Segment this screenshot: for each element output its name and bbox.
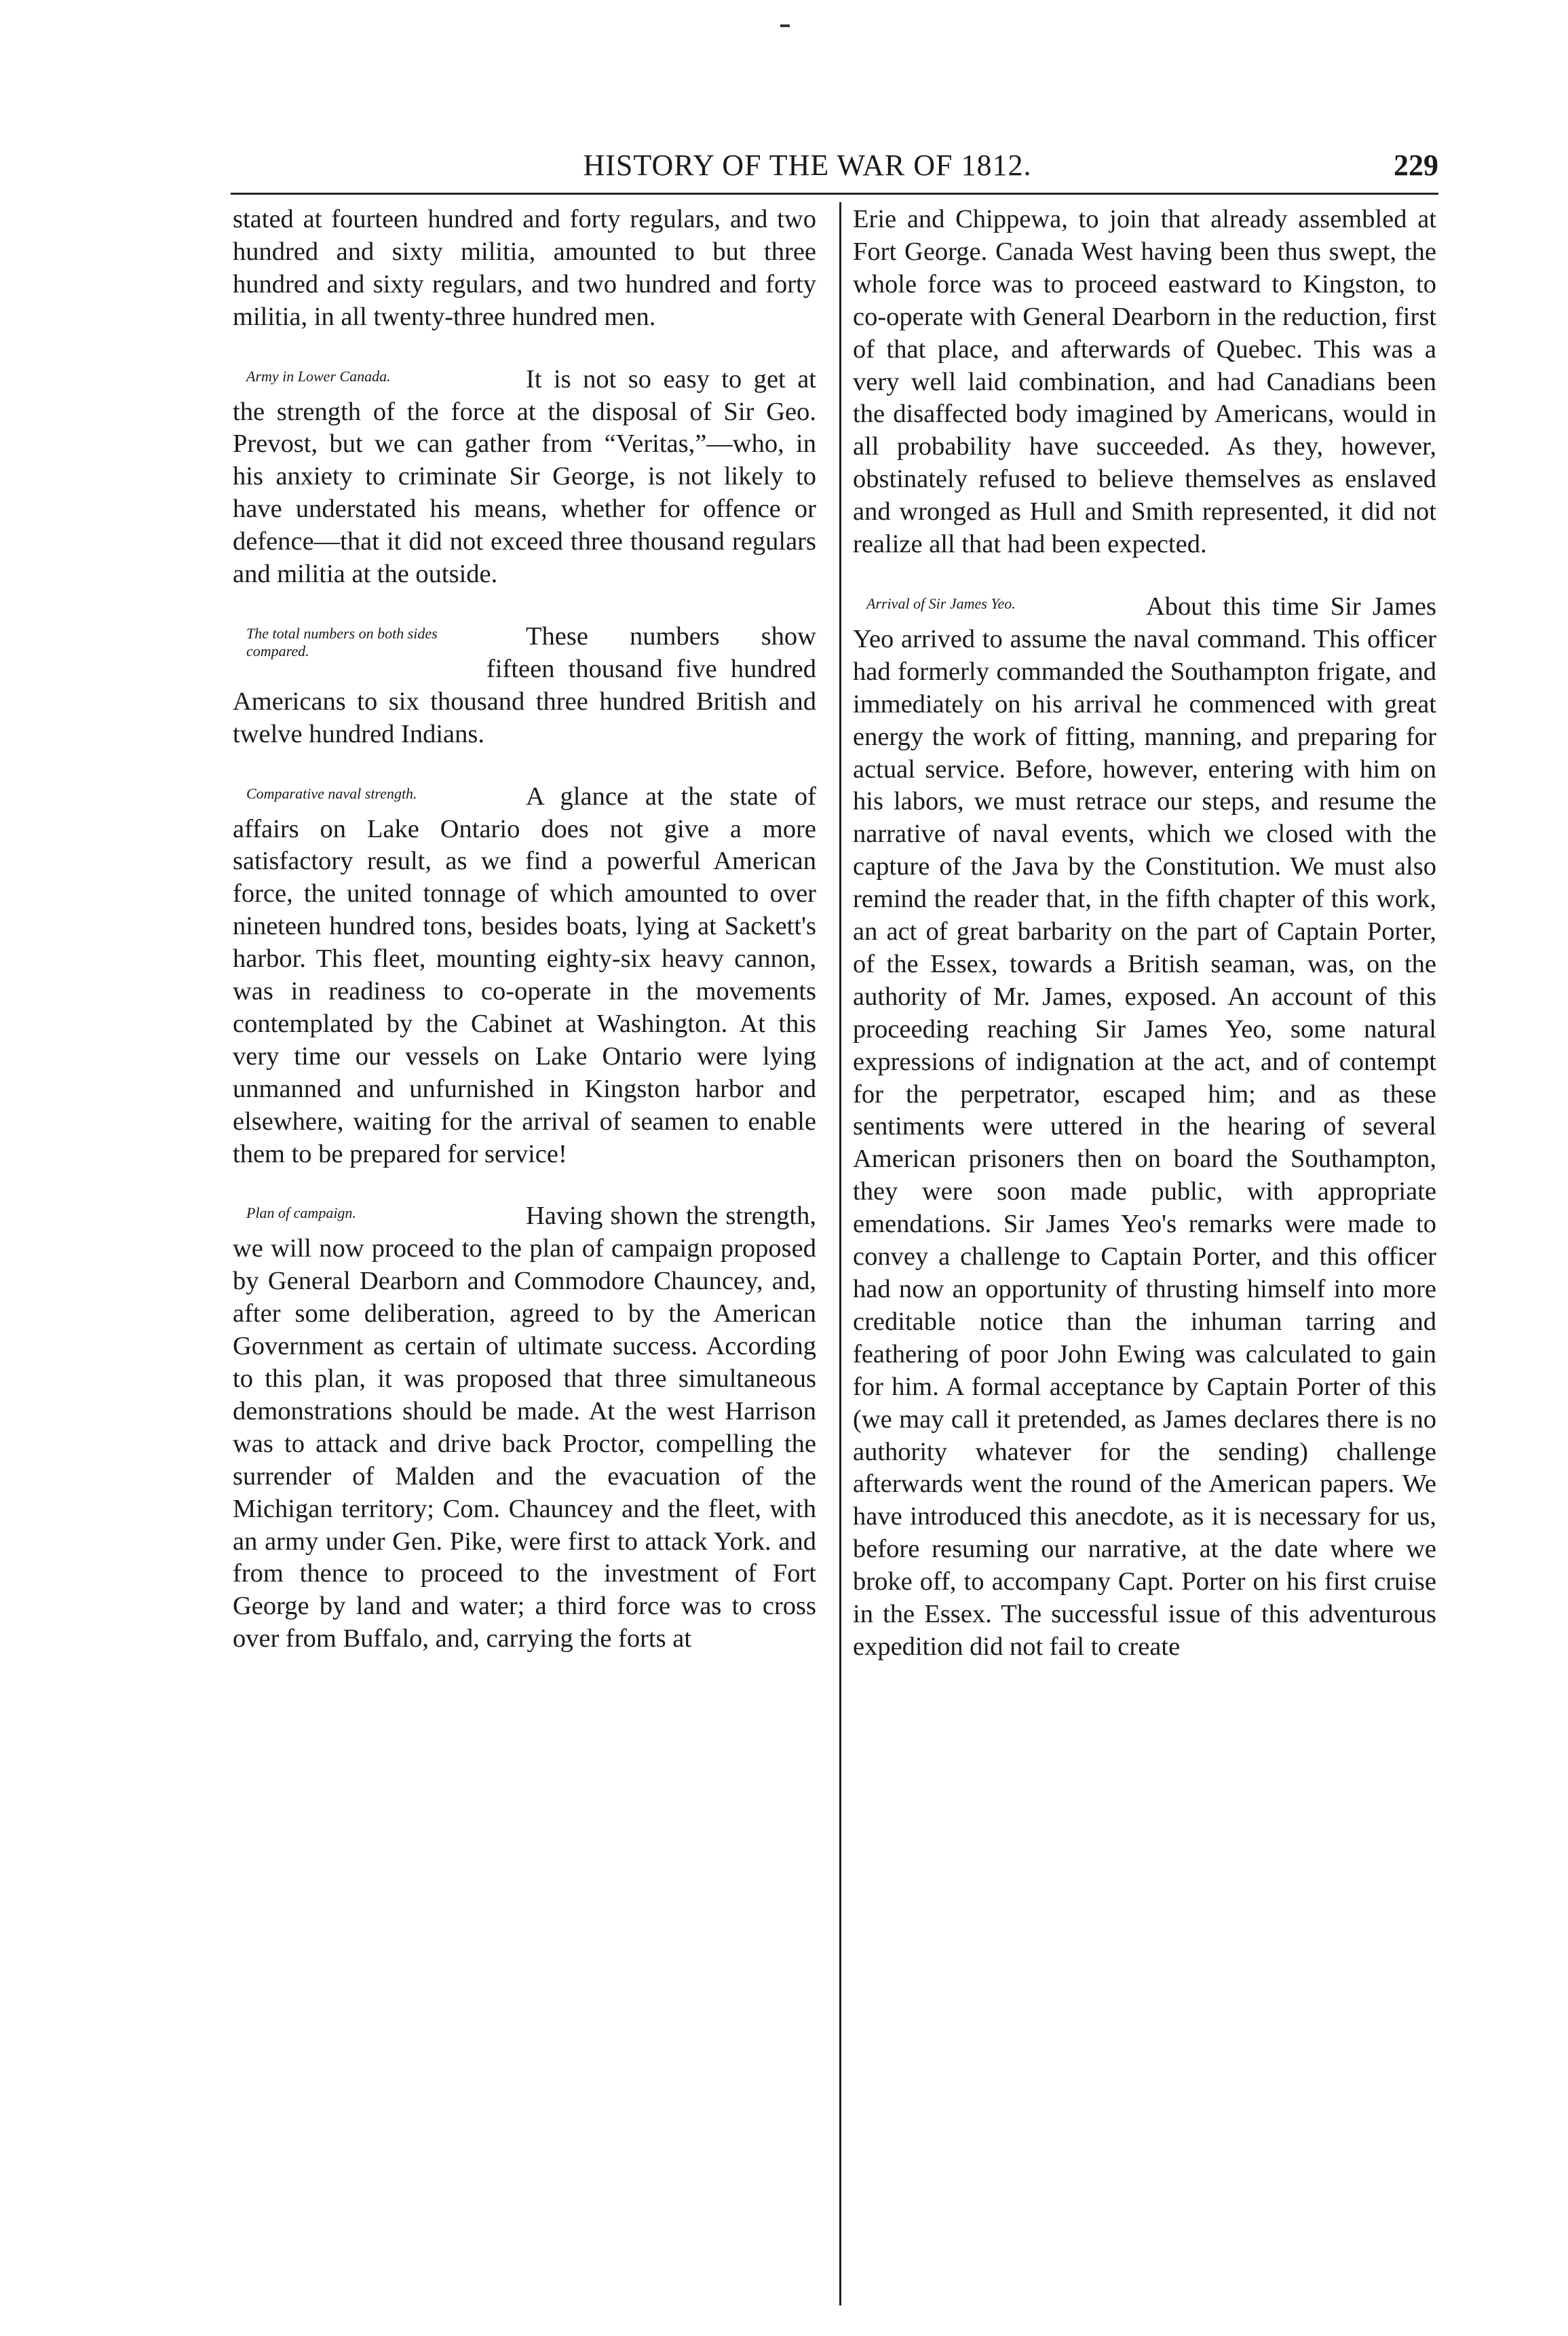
paragraph-text: It is not so easy to get at the strength of the force at the disposal of Sir Geo. Prevost, but we can gather from “Veritas,”—who, in his anxiety to criminate Sir George, is not likely to have understated his means, whether for offence or defence—that it did not exceed three thousand regulars and militia at the outside.	[233, 364, 816, 589]
margin-note: Army in Lower Canada.	[246, 367, 391, 385]
paragraph: Erie and Chippewa, to join that already assembled at Fort George. Canada West having been thus swept, the whole force was to proceed eastward to Kingston, to co-operate with General Dearborn in the reduction, first of that place, and afterwards of Quebec. This was a very well laid combination, and had Canadians been the disaffected body imagined by Americans, would in all probability have succeeded. As they, however, obstinately refused to believe themselves as enslaved and wronged as Hull and Smith represented, it did not realize all that had been expected.	[853, 205, 1436, 559]
paragraph-text: Having shown the strength, we will now proceed to the plan of campaign proposed by General Dearborn and Commodore Chauncey, and, after some deliberation, agreed to by the American Government as certain of ultimate success. According to this plan, it was proposed that three simultaneous demonstrations should be made. At the west Harrison was to attack and drive back Proctor, compelling the surrender of Malden and the evacuation of the Michigan territory; Com. Chauncey and the fleet, with an army under Gen. Pike, were first to attack York. and from thence to proceed to the investment of Fort George by land and water; a third force was to cross over from Buffalo, and, carrying the forts at	[233, 1202, 816, 1653]
paragraph	[853, 591, 1436, 1664]
page-header	[231, 148, 1438, 189]
paragraph-text: These numbers show fifteen thousand five hundred Americans to six thousand three hundred British and twelve hundred Indians.	[233, 621, 816, 748]
margin-note: The total numbers on both sides compared.	[246, 624, 438, 659]
column-divider	[839, 202, 841, 2305]
scan-mark	[780, 24, 790, 27]
paragraph: stated at fourteen hundred and forty regulars, and two hundred and sixty militia, amounted to but three hundred and sixty regulars, and two hundred and forty militia, in all twenty-three hundred men.	[233, 205, 816, 331]
paragraph	[233, 621, 816, 751]
margin-note: Arrival of Sir James Yeo.	[866, 594, 1016, 612]
paragraph	[233, 1200, 816, 1655]
right-column	[853, 204, 1436, 1664]
margin-note: Plan of campaign.	[246, 1204, 356, 1222]
paragraph-text: A glance at the state of affairs on Lake Ontario does not give a more satisfactory result, as we find a powerful American force, the united tonnage of which amounted to over nineteen hundred tons, besides boats, lying at Sackett's harbor. This fleet, mounting eighty-six heavy cannon, was in readiness to co-operate in the movements contemplated by the Cabinet at Washington. At this very time our vessels on Lake Ontario were lying unmanned and unfurnished in Kingston harbor and elsewhere, waiting for the arrival of seamen to enable them to be prepared for service!	[233, 782, 816, 1168]
header-rule	[231, 193, 1438, 195]
paragraph	[233, 781, 816, 1171]
paragraph	[233, 364, 816, 591]
left-column	[233, 204, 816, 1655]
running-title: HISTORY OF THE WAR OF 1812.	[583, 149, 1032, 182]
margin-note: Comparative naval strength.	[246, 784, 417, 802]
page-number: 229	[1394, 149, 1438, 182]
paragraph-text: About this time Sir James Yeo arrived to assume the naval command. This officer had formerly commanded the Southampton frigate, and immediately on his arrival he commenced with great energy the work of fitting, manning, and preparing for actual service. Before, however, entering with him on his labors, we must retrace our steps, and resume the narrative of naval events, which we closed with the capture of the Java by the Constitution. We must also remind the reader that, in the fifth chapter of this work, an act of great barbarity on the part of Captain Porter, of the Essex, towards a British seaman, was, on the authority of Mr. James, exposed. An account of this proceeding reaching Sir James Yeo, some natural expressions of indignation at the act, and of contempt for the perpetrator, escaped him; and as these sentiments were uttered in the hearing of several American prisoners then on board the Southampton, they were soon made public, with appropriate emendations. Sir James Yeo's remarks were made to convey a challenge to Captain Porter, and this officer had now an opportunity of thrusting himself into more creditable notice than the inhuman tarring and feathering of poor John Ewing was calculated to gain for him. A formal acceptance by Captain Porter of this (we may call it pretended, as James declares there is no authority whatever for the sending) challenge afterwards went the round of the American papers. We have introduced this anecdote, as it is necessary for us, before resuming our narrative, at the date where we broke off, to accompany Capt. Porter on his first cruise in the Essex. The successful issue of this adventurous expedition did not fail to create	[853, 592, 1436, 1661]
